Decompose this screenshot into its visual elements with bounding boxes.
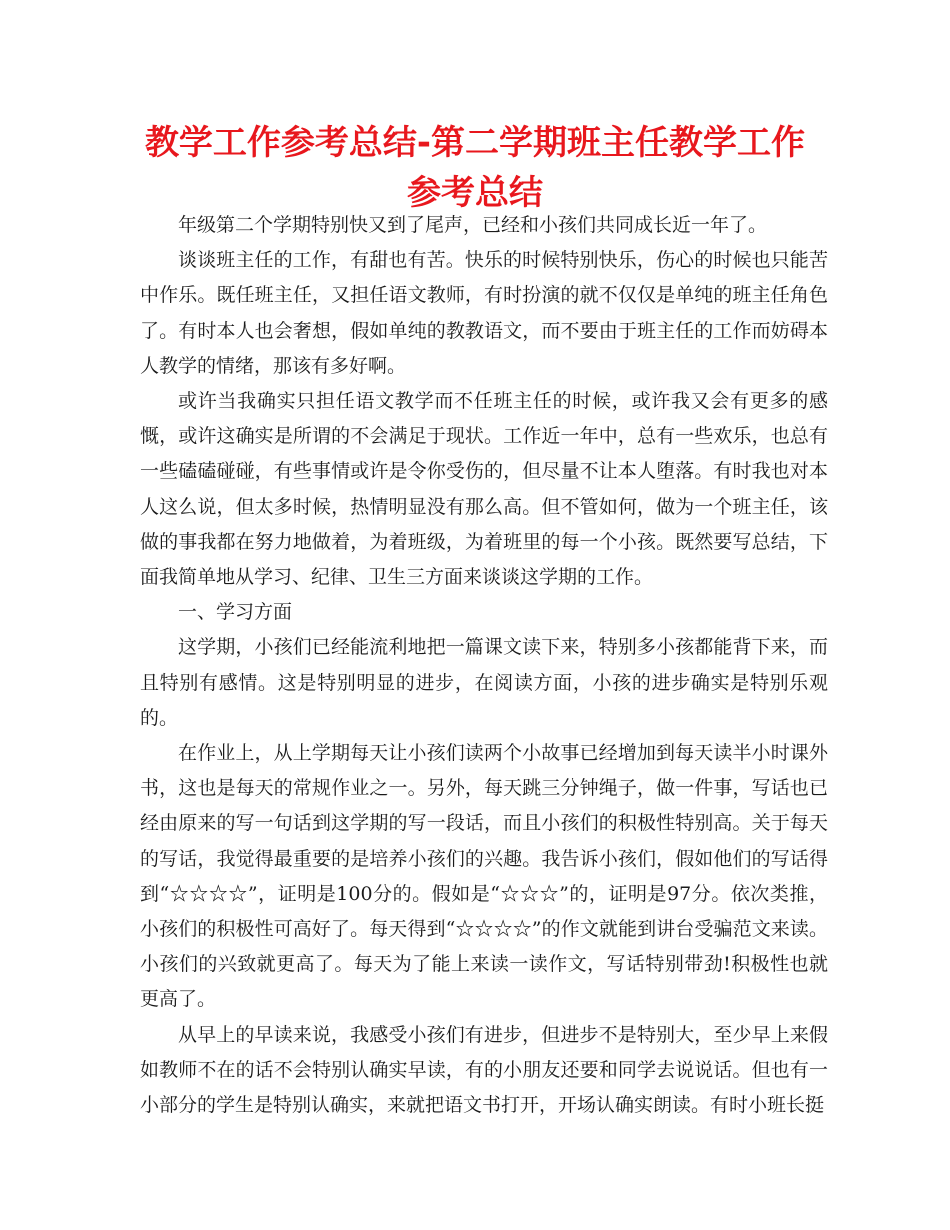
document-title: 教学工作参考总结-第二学期班主任教学工作参考总结 <box>144 123 806 213</box>
paragraph: 谈谈班主任的工作，有甜也有苦。快乐的时候特别快乐，伤心的时候也只能苦中作乐。既任班主任，又担任语文教师，有时扮演的就不仅仅是单纯的班主任角色了。有时本人也会奢想，假如单纯的教教语文，而不要由于班主任的工作而妨碍本人教学的情绪，那该有多好啊。 <box>140 249 828 377</box>
section-heading: 一、学习方面 <box>178 601 293 624</box>
paragraph: 在作业上，从上学期每天让小孩们读两个小故事已经增加到每天读半小时课外书，这也是每天的常规作业之一。另外，每天跳三分钟绳子，做一件事，写话也已经由原来的写一句话到这学期的写一段话，而且小孩们的积极性特别高。关于每天的写话，我觉得最重要的是培养小孩们的兴趣。我告诉小孩们，假如他们的写话得到“☆☆☆☆”，证明是100分的。假如是“☆☆☆”的，证明是97分。依次类推，小孩们的积极性可高好了。每天得到“☆☆☆☆”的作文就能到讲台受骗范文来读。小孩们的兴致就更高了。每天为了能上来读一读作文，写话特别带劲!积极性也就更高了。 <box>140 742 828 1011</box>
paragraph: 这学期，小孩们已经能流利地把一篇课文读下来，特别多小孩都能背下来，而且特别有感情。这是特别明显的进步，在阅读方面，小孩的进步确实是特别乐观的。 <box>140 636 828 729</box>
paragraph: 或许当我确实只担任语文教学而不任班主任的时候，或许我又会有更多的感慨，或许这确实是所谓的不会满足于现状。工作近一年中，总有一些欢乐，也总有一些磕磕碰碰，有些事情或许是令你受伤的，但尽量不让本人堕落。有时我也对本人这么说，但太多时候，热情明显没有那么高。但不管如何，做为一个班主任，该做的事我都在努力地做着，为着班级，为着班里的每一个小孩。既然要写总结，下面我简单地从学习、纪律、卫生三方面来谈谈这学期的工作。 <box>140 390 828 589</box>
document-body <box>140 208 828 1123</box>
paragraph: 年级第二个学期特别快又到了尾声，已经和小孩们共同成长近一年了。 <box>178 214 768 236</box>
paragraph: 从早上的早读来说，我感受小孩们有进步，但进步不是特别大，至少早上来假如教师不在的话不会特别认确实早读，有的小朋友还要和同学去说说话。但也有一小部分的学生是特别认确实，来就把语文书打开，开场认确实朗读。有时小班长挺 <box>140 1023 828 1117</box>
